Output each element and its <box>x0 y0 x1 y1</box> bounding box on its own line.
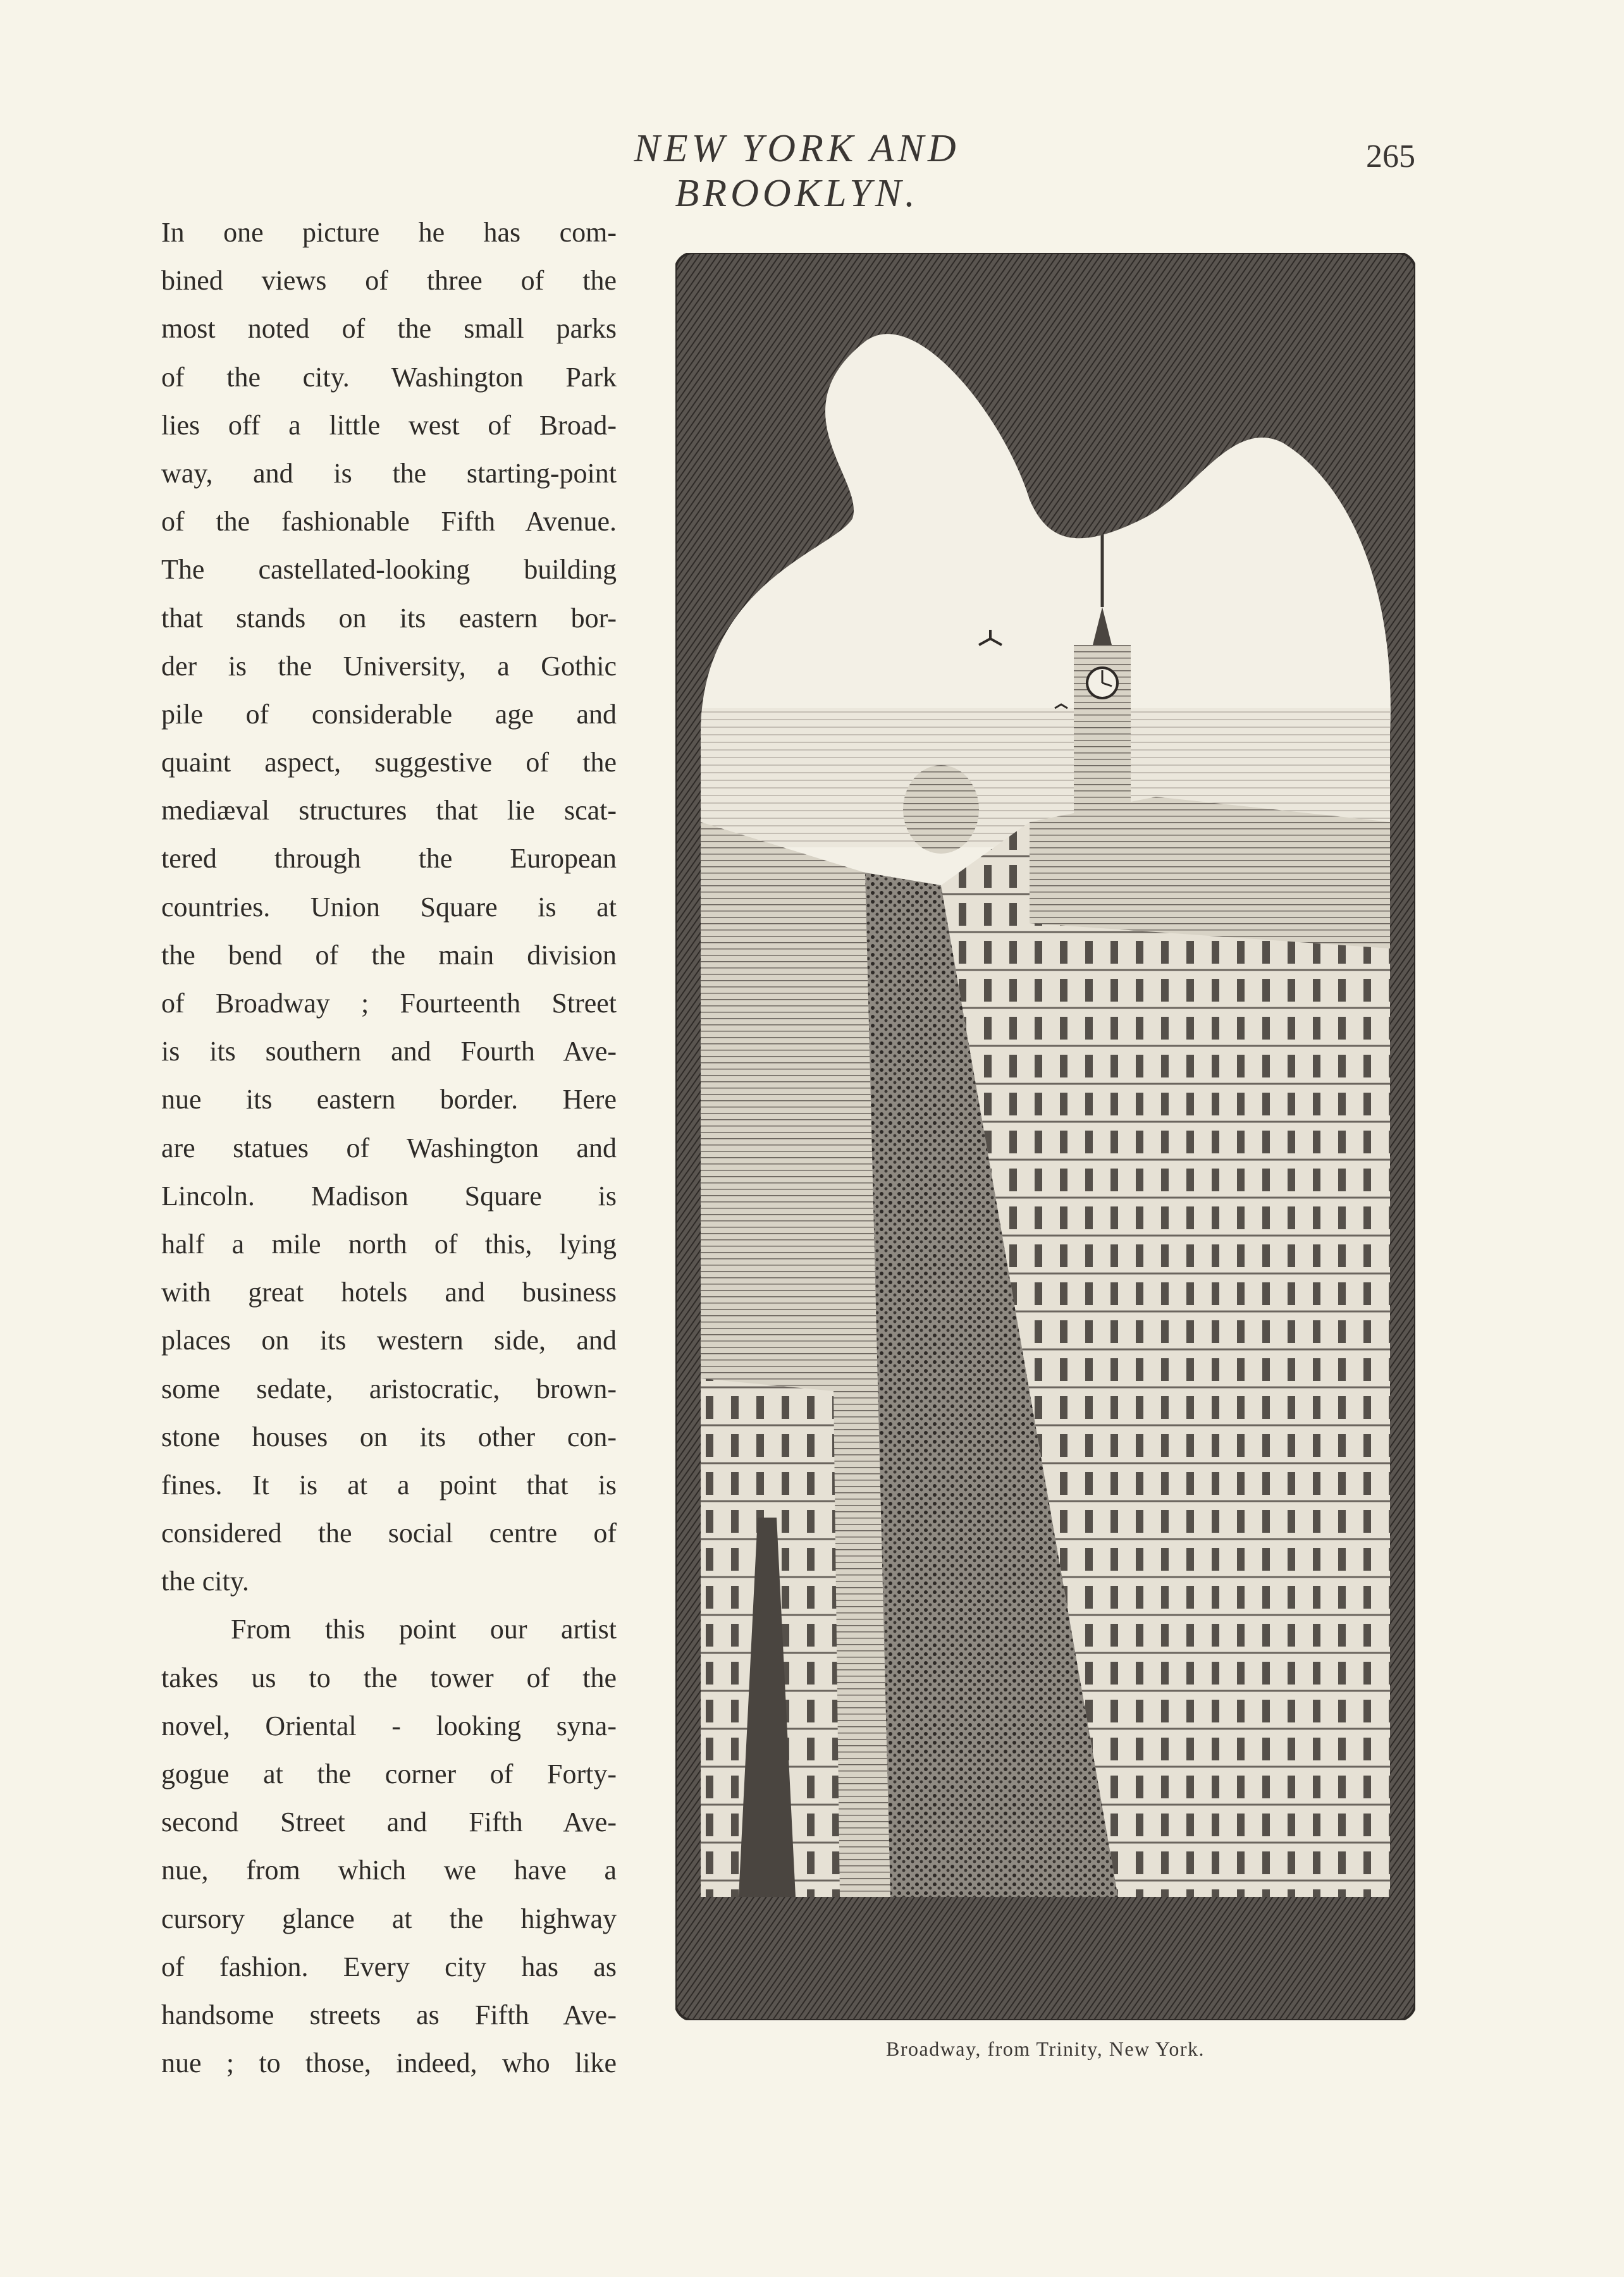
body-line: of the city. Washington Park <box>161 361 617 393</box>
body-line: mediæval structures that lie scat- <box>161 795 617 826</box>
page-number: 265 <box>1366 138 1415 175</box>
body-line: der is the University, a Gothic <box>161 650 617 682</box>
body-line: of fashion. Every city has as <box>161 1951 617 1982</box>
body-line: countries. Union Square is at <box>161 891 617 923</box>
body-line: of Broadway ; Fourteenth Street <box>161 988 617 1019</box>
body-line: way, and is the starting-point <box>161 457 617 489</box>
body-line: The castellated-looking building <box>161 554 617 586</box>
body-line: fines. It is at a point that is <box>161 1469 617 1501</box>
body-line: that stands on its eastern bor- <box>161 602 617 634</box>
body-line: novel, Oriental - looking syna- <box>161 1710 617 1741</box>
engraving-illustration <box>675 253 1415 2020</box>
body-line: handsome streets as Fifth Ave- <box>161 1999 617 2030</box>
body-text-column <box>161 209 617 2087</box>
body-line: quaint aspect, suggestive of the <box>161 747 617 778</box>
body-line: lies off a little west of Broad- <box>161 409 617 441</box>
body-line: Lincoln. Madison Square is <box>161 1180 617 1212</box>
body-line: cursory glance at the highway <box>161 1903 617 1934</box>
running-head <box>0 126 1624 215</box>
body-line: the city. <box>161 1566 249 1597</box>
body-line: considered the social centre of <box>161 1518 617 1549</box>
body-line: pile of considerable age and <box>161 698 617 730</box>
body-line: nue its eastern border. Here <box>161 1084 617 1115</box>
body-line: is its southern and Fourth Ave- <box>161 1036 617 1067</box>
body-line: bined views of three of the <box>161 265 617 297</box>
body-line: half a mile north of this, lying <box>161 1228 617 1260</box>
body-line: tered through the European <box>161 843 617 875</box>
body-line: In one picture he has com- <box>161 217 617 248</box>
body-line: some sedate, aristocratic, brown- <box>161 1373 617 1404</box>
paragraph-first-line: From this point our artist <box>231 1614 617 1645</box>
dome <box>903 765 979 854</box>
body-line: takes us to the tower of the <box>161 1662 617 1693</box>
body-line: places on its western side, and <box>161 1325 617 1356</box>
running-head-title: NEW YORK AND BROOKLYN. <box>634 127 960 215</box>
body-line: gogue at the corner of Forty- <box>161 1758 617 1789</box>
body-line: stone houses on its other con- <box>161 1421 617 1452</box>
body-line: nue, from which we have a <box>161 1855 617 1886</box>
body-line: second Street and Fifth Ave- <box>161 1807 617 1838</box>
body-line: most noted of the small parks <box>161 313 617 345</box>
body-line: of the fashionable Fifth Avenue. <box>161 506 617 537</box>
figure-caption: Broadway, from Trinity, New York. <box>885 2037 1205 2060</box>
body-line: the bend of the main division <box>161 939 617 971</box>
body-line: with great hotels and business <box>161 1277 617 1308</box>
body-line: are statues of Washington and <box>161 1132 617 1163</box>
body-line: nue ; to those, indeed, who like <box>161 2047 617 2079</box>
engraving-svg <box>675 253 1415 2020</box>
